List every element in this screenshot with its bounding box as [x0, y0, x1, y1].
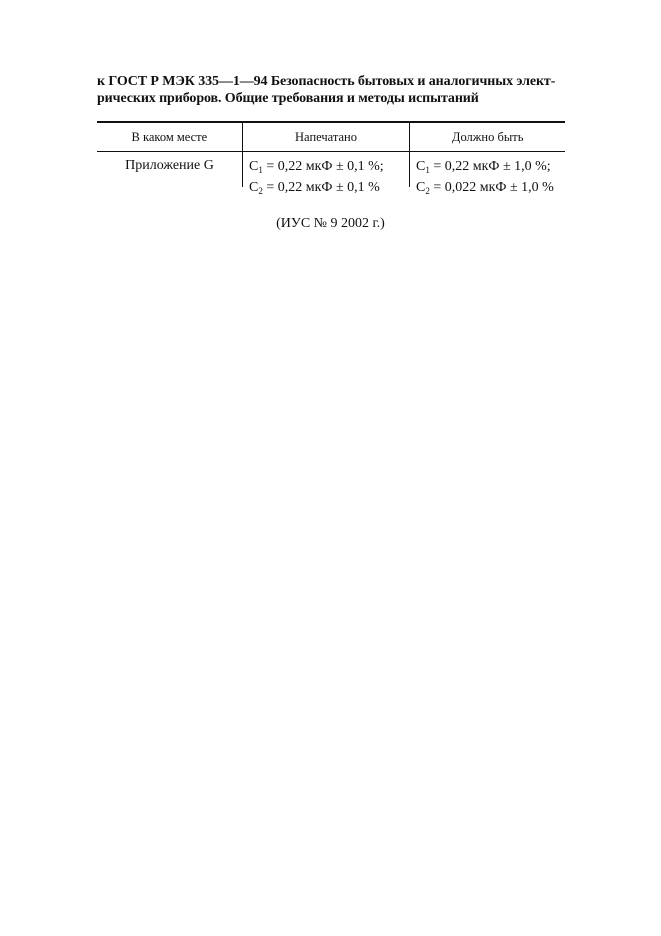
table-header-row	[97, 123, 565, 152]
printed-line-1: $C_1 = 0,22$ мкФ ± 0,1 %;	[249, 159, 384, 175]
correction-table	[97, 121, 565, 196]
heading-line-2: рических приборов. Общие требования и методы испытаний	[97, 91, 479, 106]
header-printed: Напечатано	[242, 123, 410, 151]
printed-line-2: $C_2 = 0,22$ мкФ ± 0,1 %	[249, 180, 380, 196]
cell-should-be	[409, 152, 564, 196]
should-be-line-2: $C_2 = 0,022$ мкФ ± 1,0 %	[416, 180, 554, 196]
table-row	[97, 152, 565, 196]
heading-line-1: к ГОСТ Р МЭК 335—1—94 Безопасность бытовых и аналогичных элект-	[97, 74, 556, 89]
amendment-heading	[97, 73, 567, 107]
header-should-be: Должно быть	[409, 123, 565, 151]
cell-where: Приложение G	[125, 158, 214, 173]
header-where: В каком месте	[131, 129, 208, 144]
should-be-line-1: $C_1 = 0,22$ мкФ ± 1,0 %;	[416, 159, 551, 175]
source-footnote: (ИУС № 9 2002 г.)	[276, 216, 385, 231]
cell-printed	[242, 152, 409, 196]
